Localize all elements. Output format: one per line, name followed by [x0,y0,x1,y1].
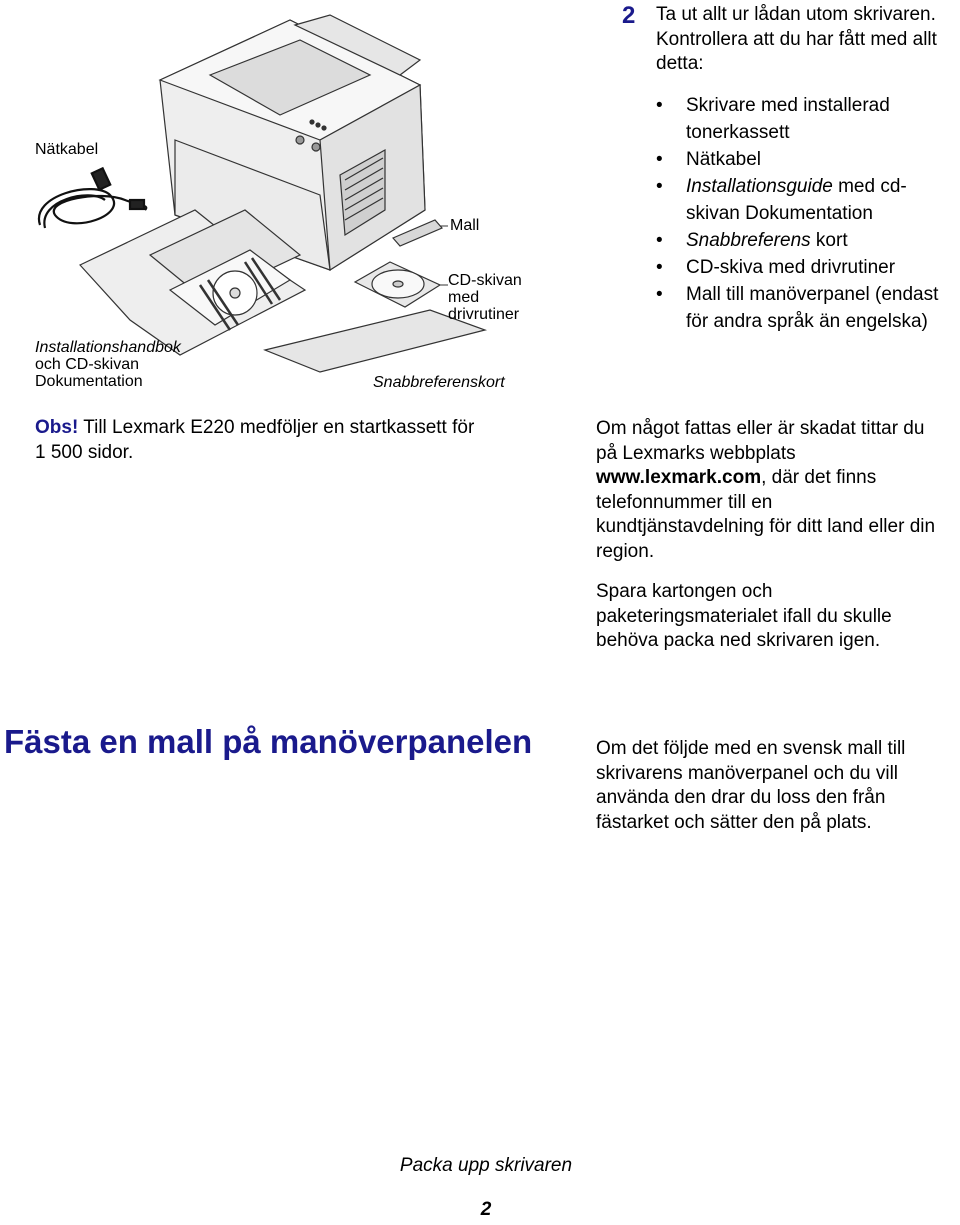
label-install-guide-line3: Dokumentation [35,373,143,390]
missing-line6: region. [596,540,655,562]
contents-checklist [656,92,960,335]
step-line3: detta: [656,53,704,74]
list-item [656,254,960,281]
bullet-icon: • [656,230,663,251]
label-quick-reference: Snabbreferenskort [373,374,505,391]
item-line: för andra språk än engelska) [686,311,928,332]
item-line: tonerkassett [686,122,790,143]
item-rest: kort [810,230,848,251]
save-line2: paketeringsmaterialet ifall du skulle [596,605,892,627]
section-heading: Fästa en mall på manöverpanelen [4,723,533,760]
list-item [656,227,960,254]
step-line1: Ta ut allt ur lådan utom skrivaren. [656,4,936,25]
missing-line4: telefonnummer till en [596,491,773,513]
label-install-guide-line2: och CD-skivan [35,356,140,373]
missing-line1: Om något fattas eller är skadat tittar du [596,418,925,439]
item-line: Nätkabel [686,149,761,170]
callout-lines [440,226,448,285]
label-template: Mall [450,217,480,234]
label-cd-line2: med [448,289,480,306]
cd-illustration [355,262,440,307]
step-instruction [622,3,960,77]
missing-line3-rest: , där det finns [761,467,877,488]
section-line3: använda den drar du loss den från [596,787,886,808]
note-line2: 1 500 sidor. [35,441,134,463]
item-line: Mall till manöverpanel (endast [686,284,939,305]
section-line4: fästarket och sätter den på plats. [596,811,872,833]
list-item [656,146,960,173]
item-line [686,227,960,254]
footer-title: Packa upp skrivaren [399,1155,573,1176]
missing-line3 [596,466,960,491]
power-cord-illustration [39,168,146,228]
bullet-icon: • [656,95,663,116]
note-line1 [35,416,505,441]
save-line1: Spara kartongen och [596,581,773,602]
item-line: CD-skiva med drivrutiner [686,257,896,278]
bullet-icon: • [656,257,663,278]
section-line1: Om det följde med en svensk mall till [596,738,906,759]
item-line: skivan Dokumentation [686,203,873,224]
bullet-icon: • [656,149,663,170]
note [35,416,505,465]
note-label: Obs! [35,417,79,438]
save-packaging-info [596,580,960,654]
label-cd-line1: CD-skivan [448,272,522,289]
item-line: Skrivare med installerad [686,95,890,116]
bullet-icon: • [656,176,663,197]
section-body [596,737,960,835]
bullet-icon: • [656,284,663,305]
list-item [656,281,960,335]
save-line3: behöva packa ned skrivaren igen. [596,630,881,651]
section-line2: skrivarens manöverpanel och du vill [596,762,899,784]
item-italic: Installationsguide [686,176,833,197]
list-item [656,92,960,146]
label-cd [448,272,522,323]
lexmark-url-link[interactable]: www.lexmark.com [596,467,762,488]
install-guide-illustration [80,210,305,355]
list-item [656,173,960,227]
note-text: Till Lexmark E220 medföljer en startkassett för [78,417,475,438]
missing-line5: kundtjänstavdelning för ditt land eller din [596,516,936,537]
item-rest: med cd- [832,176,907,197]
label-power-cord: Nätkabel [35,141,99,158]
missing-items-info [596,417,960,564]
item-italic: Snabbreferens [686,230,811,251]
label-install-guide [35,339,181,390]
page-number: 2 [480,1199,492,1220]
step-number: 2 [622,2,636,29]
step-line2: Kontrollera att du har fått med allt [656,28,937,50]
missing-line2: på Lexmarks webbplats [596,442,796,464]
step-header [622,3,960,77]
step-2 [622,3,960,77]
label-install-guide-line1: Installationshandbok [35,339,181,356]
label-cd-line3: drivrutiner [448,306,520,323]
item-line [686,173,960,200]
